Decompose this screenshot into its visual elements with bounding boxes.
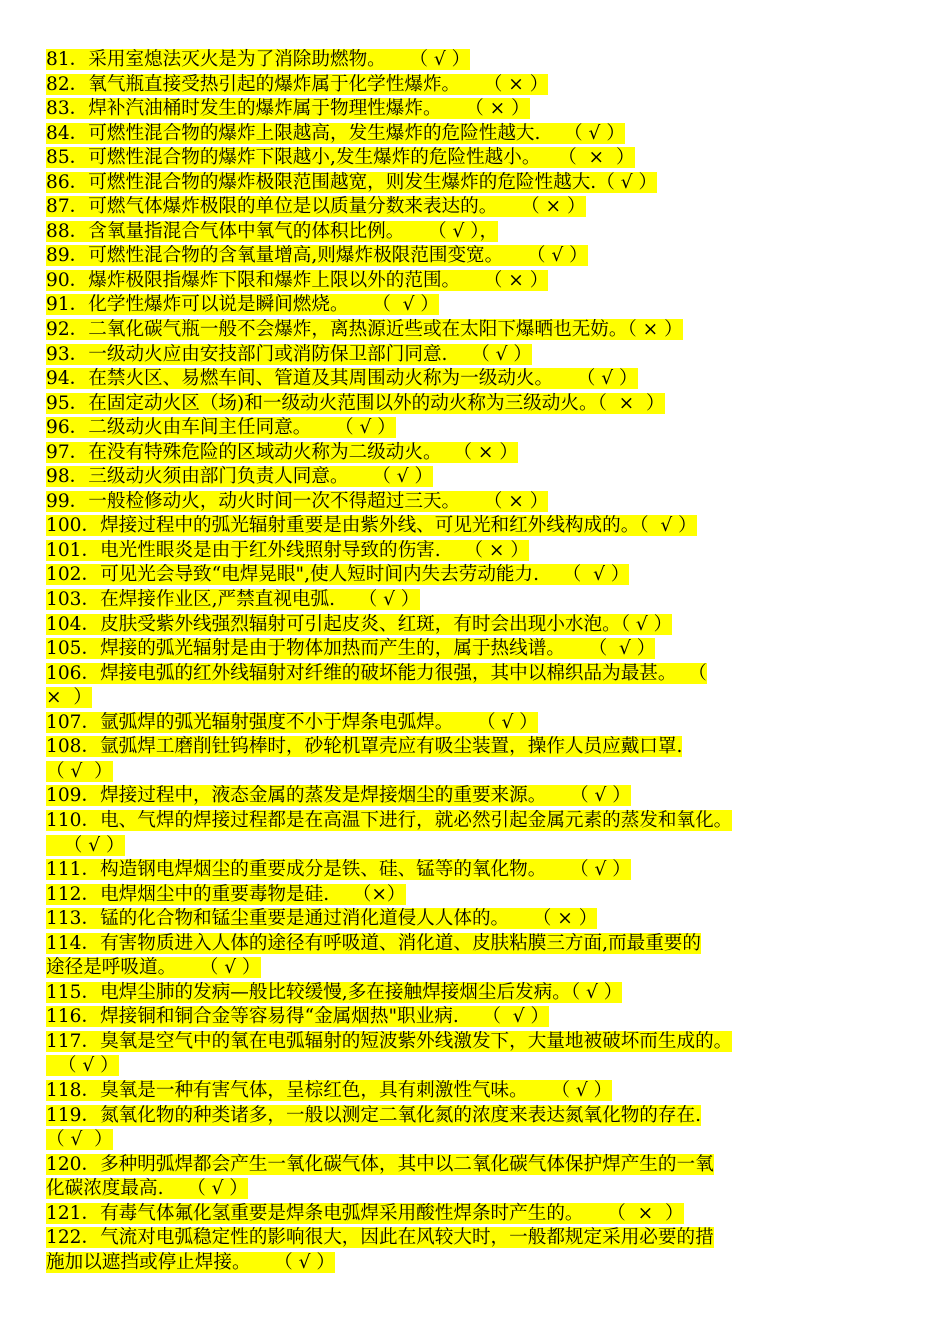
- text-line: [46, 1104, 936, 1129]
- highlighted-text: 110．电、气焊的焊接过程都是在高温下进行，就必然引起金属元素的蒸发和氧化。: [46, 809, 733, 831]
- document-page: [46, 48, 936, 1275]
- text-line: [46, 490, 936, 515]
- text-line: [46, 1226, 936, 1251]
- text-line: [46, 1005, 936, 1030]
- highlighted-text: 86．可燃性混合物的爆炸极限范围越宽，则发生爆炸的危险性越大.（ √ ）: [46, 171, 658, 193]
- text-line: [46, 195, 936, 220]
- highlighted-text: 99．一般检修动火，动火时间一次不得超过三天。 （ × ）: [46, 490, 549, 512]
- text-line: [46, 146, 936, 171]
- text-line: [46, 686, 936, 711]
- highlighted-text: 101．电光性眼炎是由于红外线照射导致的伤害. （ × ）: [46, 539, 529, 561]
- text-line: [46, 171, 936, 196]
- text-line: [46, 1030, 936, 1055]
- highlighted-text: 116．焊接铜和铜合金等容易得“金属烟热"职业病. （ √ ）: [46, 1006, 550, 1028]
- text-line: [46, 1202, 936, 1227]
- highlighted-text: 107．氩弧焊的弧光辐射强度不小于焊条电弧焊。 （ √ ）: [46, 711, 538, 733]
- text-line: [46, 1153, 936, 1178]
- highlighted-text: 途径是呼吸道。 （ √ ）: [46, 957, 261, 979]
- highlighted-text: 98．三级动火须由部门负责人同意。 （ √ ）: [46, 466, 434, 488]
- text-line: [46, 858, 936, 883]
- highlighted-text: 102．可见光会导致“电焊晃眼",使人短时间内失去劳动能力. （ √ ）: [46, 564, 630, 586]
- text-line: [46, 1054, 936, 1079]
- text-line: [46, 981, 936, 1006]
- text-line: [46, 956, 936, 981]
- highlighted-text: 化碳浓度最高. （ √ ）: [46, 1178, 248, 1200]
- highlighted-text: 96．二级动火由车间主任同意。 （ √ ）: [46, 417, 396, 439]
- highlighted-text: 81．采用室熄法灭火是为了消除助燃物。 （ √ ）: [46, 49, 471, 70]
- text-line: [46, 48, 936, 73]
- text-line: [46, 367, 936, 392]
- highlighted-text: 92．二氧化碳气瓶一般不会爆炸，离热源近些或在太阳下爆晒也无妨。（ × ）: [46, 319, 683, 341]
- text-line: [46, 539, 936, 564]
- text-line: [46, 907, 936, 932]
- text-line: [46, 1128, 936, 1153]
- highlighted-text: 94．在禁火区、易燃车间、管道及其周围动火称为一级动火。 （ √ ）: [46, 368, 638, 390]
- highlighted-text: 105．焊接的弧光辐射是由于物体加热而产生的，属于热线谱。 （ √ ）: [46, 638, 656, 660]
- text-line: [46, 784, 936, 809]
- text-line: [46, 73, 936, 98]
- text-line: [46, 122, 936, 147]
- text-line: [46, 932, 936, 957]
- text-line: [46, 711, 936, 736]
- highlighted-text: 121．有毒气体氟化氢重要是焊条电弧焊采用酸性焊条时产生的。 （ × ）: [46, 1202, 684, 1224]
- highlighted-text: 87．可燃气体爆炸极限的单位是以质量分数来表达的。 （ × ）: [46, 196, 586, 218]
- highlighted-text: 82．氧气瓶直接受热引起的爆炸属于化学性爆炸。 （ × ）: [46, 73, 549, 95]
- text-line: [46, 760, 936, 785]
- highlighted-text: 83．焊补汽油桶时发生的爆炸属于物理性爆炸。 （ × ）: [46, 98, 530, 120]
- highlighted-text: 108．氩弧焊工磨削钍钨棒时，砂轮机罩壳应有吸尘装置，操作人员应戴口罩.: [46, 736, 683, 758]
- highlighted-text: 84．可燃性混合物的爆炸上限越高，发生爆炸的危险性越大. （ √ ）: [46, 122, 625, 144]
- text-line: [46, 293, 936, 318]
- highlighted-text: （ √ ）: [46, 760, 113, 782]
- highlighted-text: 111．构造钢电焊烟尘的重要成分是铁、硅、锰等的氧化物。 （ √ ）: [46, 859, 631, 881]
- text-line: [46, 1177, 936, 1202]
- highlighted-text: 115．电焊尘肺的发病—般比较缓慢,多在接触焊接烟尘后发病。（ √ ）: [46, 981, 623, 1003]
- text-line: [46, 883, 936, 908]
- highlighted-text: 119．氮氧化物的种类诸多，一般以测定二氧化氮的浓度来表达氮氧化物的存在.: [46, 1104, 701, 1126]
- highlighted-text: （ √ ）: [46, 1055, 119, 1077]
- text-line: [46, 563, 936, 588]
- text-line: [46, 392, 936, 417]
- highlighted-text: 100．焊接过程中的弧光辐射重要是由紫外线、可见光和红外线构成的。（ √ ）: [46, 515, 697, 537]
- text-line: [46, 735, 936, 760]
- highlighted-text: 89．可燃性混合物的含氧量增高,则爆炸极限范围变宽。 （ √ ）: [46, 245, 588, 267]
- text-line: [46, 637, 936, 662]
- highlighted-text: × ）: [46, 687, 92, 709]
- text-line: [46, 1079, 936, 1104]
- highlighted-text: 109．焊接过程中，液态金属的蒸发是焊接烟尘的重要来源。 （ √ ）: [46, 785, 631, 807]
- text-line: [46, 465, 936, 490]
- text-line: [46, 269, 936, 294]
- text-line: [46, 318, 936, 343]
- text-line: [46, 416, 936, 441]
- highlighted-text: 113．锰的化合物和锰尘重要是通过消化道侵人人体的。 （ × ）: [46, 908, 598, 930]
- text-line: [46, 834, 936, 859]
- highlighted-text: 85．可燃性混合物的爆炸下限越小,发生爆炸的危险性越小。 （ × ）: [46, 147, 635, 169]
- text-line: [46, 343, 936, 368]
- text-line: [46, 1251, 936, 1276]
- highlighted-text: 118．臭氧是一种有害气体，呈棕红色，具有刺激性气味。 （ √ ）: [46, 1079, 613, 1101]
- text-line: [46, 662, 936, 687]
- highlighted-text: 112．电焊烟尘中的重要毒物是硅. （×）: [46, 883, 406, 905]
- highlighted-text: 97．在没有特殊危险的区域动火称为二级动火。 （ × ）: [46, 441, 518, 463]
- text-line: [46, 244, 936, 269]
- highlighted-text: 施加以遮挡或停止焊接。 （ √ ）: [46, 1251, 336, 1273]
- highlighted-text: 90．爆炸极限指爆炸下限和爆炸上限以外的范围。 （ × ）: [46, 269, 549, 291]
- highlighted-text: （ √ ）: [46, 834, 125, 856]
- highlighted-text: 104．皮肤受紫外线强烈辐射可引起皮炎、红斑，有时会出现小水泡。（ √ ）: [46, 613, 673, 635]
- highlighted-text: 117．臭氧是空气中的氧在电弧辐射的短波紫外线激发下，大量地被破坏而生成的。: [46, 1030, 733, 1052]
- highlighted-text: 114．有害物质进入人体的途径有呼吸道、消化道、皮肤粘膜三方面,而最重要的: [46, 932, 701, 954]
- text-line: [46, 613, 936, 638]
- text-line: [46, 97, 936, 122]
- highlighted-text: 93．一级动火应由安技部门或消防保卫部门同意. （ √ ）: [46, 343, 532, 365]
- highlighted-text: 91．化学性爆炸可以说是瞬间燃烧。 （ √ ）: [46, 294, 439, 316]
- text-line: [46, 514, 936, 539]
- text-line: [46, 809, 936, 834]
- text-line: [46, 441, 936, 466]
- highlighted-text: 122．气流对电弧稳定性的影响很大，因此在风较大时，一般都规定采用必要的措: [46, 1227, 714, 1249]
- highlighted-text: 120．多种明弧焊都会产生一氧化碳气体，其中以二氧化碳气体保护焊产生的一氧: [46, 1153, 714, 1175]
- highlighted-text: 95．在固定动火区（场)和一级动火范围以外的动火称为三级动火。（ × ）: [46, 392, 665, 414]
- highlighted-text: 103．在焊接作业区,严禁直视电弧. （ √ ）: [46, 589, 420, 611]
- highlighted-text: 106．焊接电弧的红外线辐射对纤维的破坏能力很强，其中以棉织品为最甚。 （: [46, 662, 707, 684]
- highlighted-text: 88．含氧量指混合气体中氧气的体积比例。 （ √ ），: [46, 220, 499, 242]
- text-line: [46, 220, 936, 245]
- text-line: [46, 588, 936, 613]
- highlighted-text: （ √ ）: [46, 1129, 113, 1151]
